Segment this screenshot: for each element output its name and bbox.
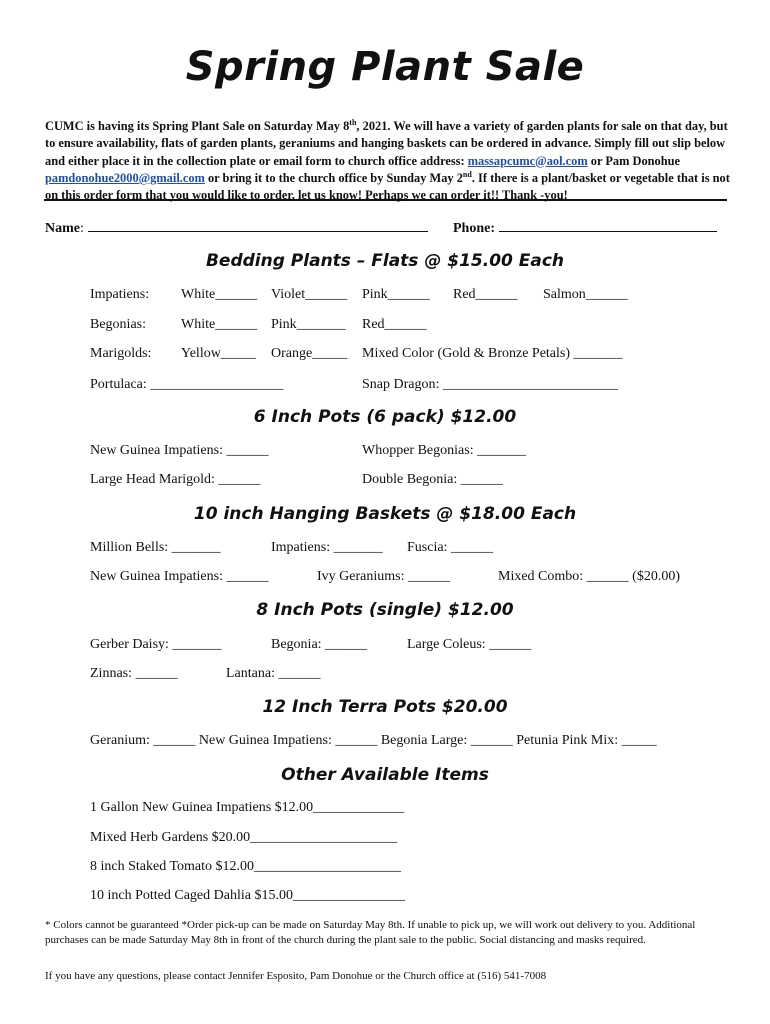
email-link-church[interactable]: massapcumc@aol.com: [467, 153, 588, 168]
other-item[interactable]: 1 Gallon New Guinea Impatiens $12.00_____________: [90, 800, 405, 815]
intro-text: or Pam Donohue: [587, 153, 681, 168]
bedding-impatiens-salmon[interactable]: Salmon______: [543, 287, 628, 302]
footer-contact: If you have any questions, please contact Jennifer Esposito, Pam Donohue or the Church office at (516) 541-7008: [45, 970, 547, 982]
page-title: Spring Plant Sale: [185, 44, 585, 90]
phone-field[interactable]: [453, 219, 717, 237]
eight-inch-large-coleus[interactable]: Large Coleus: ______: [407, 637, 532, 652]
intro-text: or bring it to the church office by Sunday May 2: [204, 170, 463, 185]
six-inch-whopper-begonias[interactable]: Whopper Begonias: _______: [362, 443, 527, 458]
bedding-begonias-pink[interactable]: Pink_______: [271, 317, 346, 332]
section-heading-twelve-inch: 12 Inch Terra Pots $20.00: [262, 697, 508, 717]
ten-inch-million-bells[interactable]: Million Bells: _______: [90, 540, 221, 555]
bedding-impatiens-white[interactable]: White______: [181, 287, 258, 302]
eight-inch-begonia[interactable]: Begonia: ______: [271, 637, 368, 652]
section-heading-bedding: Bedding Plants – Flats @ $15.00 Each: [205, 251, 565, 271]
bedding-impatiens-violet[interactable]: Violet______: [271, 287, 348, 302]
intro-sup: nd: [462, 169, 472, 179]
six-inch-double-begonia[interactable]: Double Begonia: ______: [362, 472, 503, 487]
section-heading-six-inch: 6 Inch Pots (6 pack) $12.00: [253, 407, 517, 427]
name-field[interactable]: [45, 219, 428, 237]
eight-inch-gerber-daisy[interactable]: Gerber Daisy: _______: [90, 637, 222, 652]
intro-text: CUMC is having its Spring Plant Sale on Saturday May 8: [45, 119, 350, 133]
bedding-begonias-red[interactable]: Red______: [362, 317, 427, 332]
intro-sup: th: [349, 117, 357, 127]
bedding-begonias-white[interactable]: White______: [181, 317, 258, 332]
eight-inch-lantana[interactable]: Lantana: ______: [226, 666, 321, 681]
intro-text: . If there is a plant/basket or vegetable that is not on this order form that you would like to order, let us know! Perhaps we can order it!! Thank -you!: [45, 170, 730, 203]
other-item[interactable]: 8 inch Staked Tomato $12.00_____________________: [90, 859, 402, 874]
section-heading-ten-inch: 10 inch Hanging Baskets @ $18.00 Each: [193, 504, 577, 524]
email-link-pam[interactable]: pamdonohue2000@gmail.com: [45, 170, 205, 185]
bedding-impatiens-red[interactable]: Red______: [453, 287, 518, 302]
bedding-marigolds-orange[interactable]: Orange_____: [271, 346, 348, 361]
bedding-marigolds-label: Marigolds:: [90, 346, 152, 361]
name-label: Name: [45, 221, 80, 236]
name-blank[interactable]: [88, 219, 428, 232]
section-heading-other: Other Available Items: [281, 765, 489, 785]
intro-text: , 2021. We will have a variety of garden plants for sale on that day, but to ensure availability, flats of garden plants, geraniums and hanging baskets can be ordered in advance. Simply fill out slip below and either place it in the collection plate or email form to church office address:: [45, 119, 728, 168]
other-item[interactable]: Mixed Herb Gardens $20.00_____________________: [90, 830, 398, 845]
bedding-impatiens-label: Impatiens:: [90, 287, 150, 302]
bedding-begonias-label: Begonias:: [90, 317, 146, 332]
name-colon: :: [80, 221, 84, 236]
ten-inch-impatiens[interactable]: Impatiens: _______: [271, 540, 383, 555]
ten-inch-mixed-combo[interactable]: Mixed Combo: ______ ($20.00): [498, 569, 680, 584]
bedding-impatiens-pink[interactable]: Pink______: [362, 287, 430, 302]
six-inch-ng-impatiens[interactable]: New Guinea Impatiens: ______: [90, 443, 269, 458]
ten-inch-ng-impatiens[interactable]: New Guinea Impatiens: ______: [90, 569, 269, 584]
ten-inch-fuscia[interactable]: Fuscia: ______: [407, 540, 493, 555]
eight-inch-zinnas[interactable]: Zinnas: ______: [90, 666, 178, 681]
ten-inch-ivy-geraniums[interactable]: Ivy Geraniums: ______: [317, 569, 450, 584]
six-inch-large-marigold[interactable]: Large Head Marigold: ______: [90, 472, 261, 487]
bedding-marigolds-mixed[interactable]: Mixed Color (Gold & Bronze Petals) _______: [362, 346, 623, 361]
bedding-portulaca[interactable]: Portulaca: ___________________: [90, 377, 284, 392]
phone-label: Phone:: [453, 221, 495, 236]
divider: [44, 199, 727, 201]
bedding-marigolds-yellow[interactable]: Yellow_____: [181, 346, 256, 361]
bedding-snapdragon[interactable]: Snap Dragon: _________________________: [362, 377, 618, 392]
twelve-inch-line[interactable]: Geranium: ______ New Guinea Impatiens: ______ Begonia Large: ______ Petunia Pink Mix: _____: [90, 733, 657, 748]
other-item[interactable]: 10 inch Potted Caged Dahlia $15.00________________: [90, 888, 405, 903]
footer-note: * Colors cannot be guaranteed *Order pick-up can be made on Saturday May 8th. If unable to pick up, we will work out delivery to you. Additional purchases can be made Saturday May 8th in front of the church during the plant sale to the public. Social distancing and masks required.: [45, 919, 696, 946]
section-heading-eight-inch: 8 Inch Pots (single) $12.00: [256, 600, 514, 620]
phone-blank[interactable]: [499, 219, 717, 232]
intro-paragraph: [45, 118, 730, 204]
